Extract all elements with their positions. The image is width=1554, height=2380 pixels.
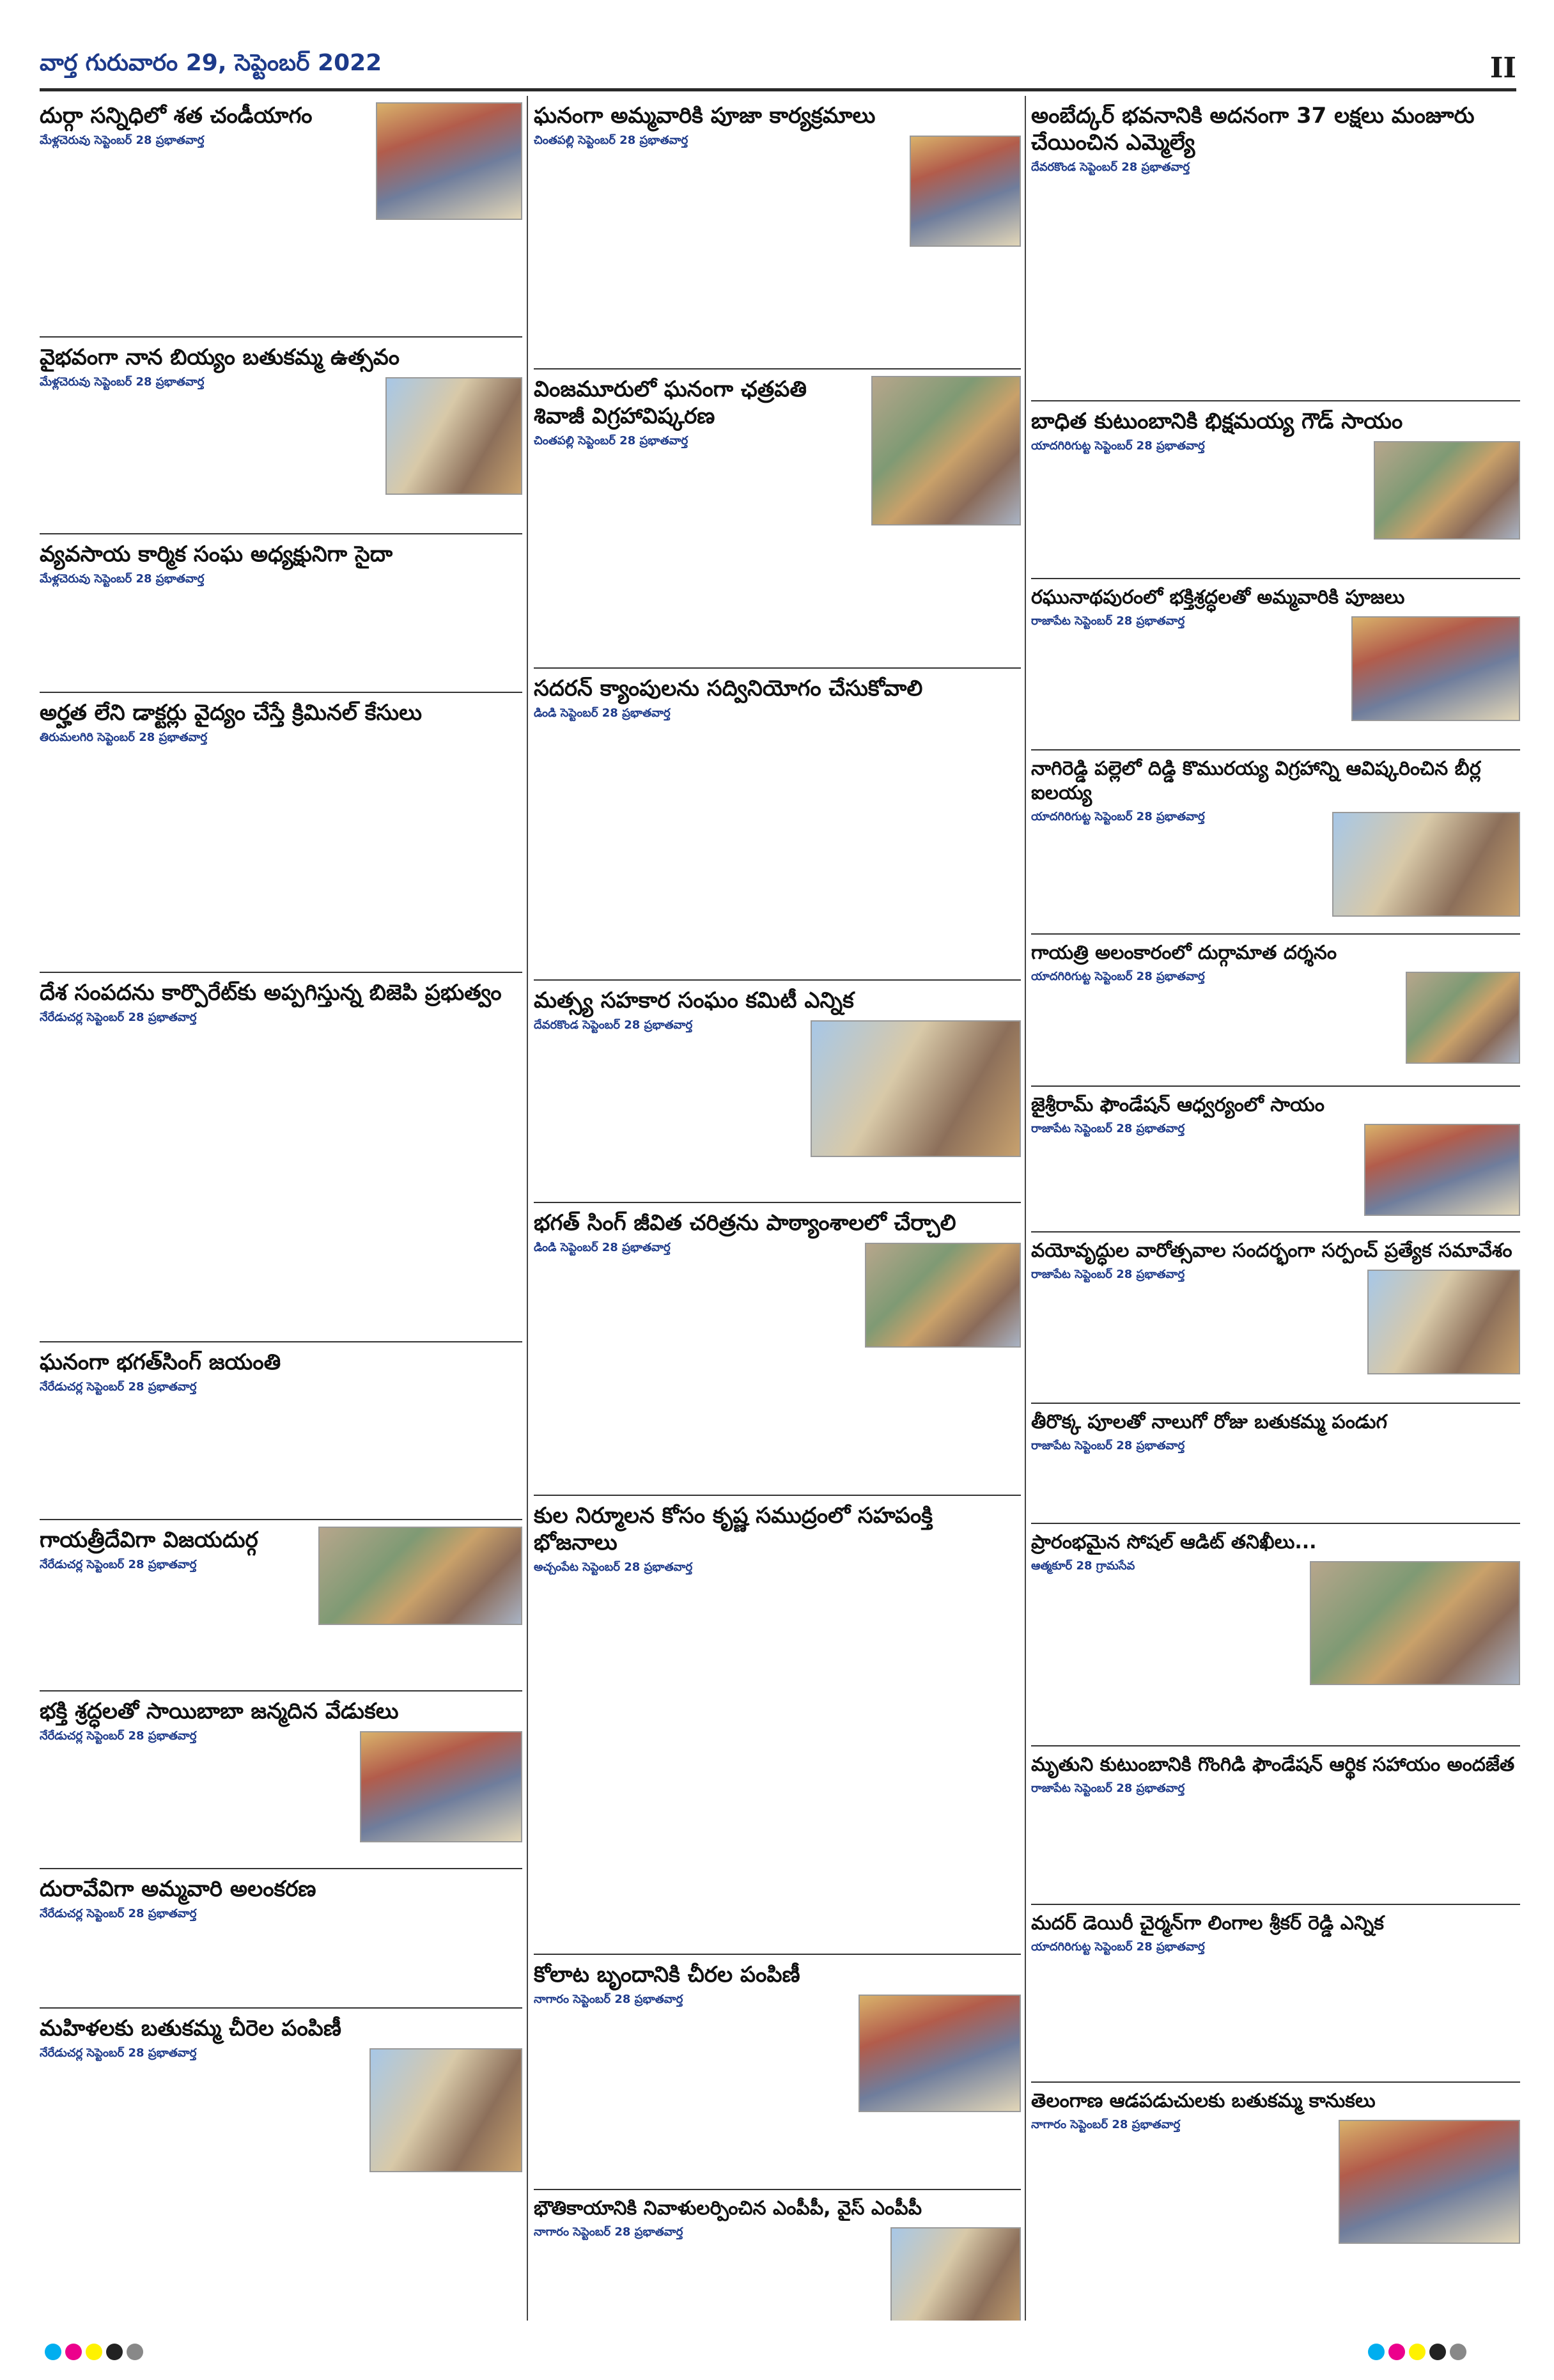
black-dot-icon — [106, 2344, 123, 2360]
article-photo — [376, 102, 522, 220]
article-dateline: మేళ్లచెరువు సెప్టెంబర్ 28 ప్రభాతవార్త — [40, 134, 205, 147]
article-dateline: దేవరకొండ సెప్టెంబర్ 28 ప్రభాతవార్త — [534, 1018, 693, 1032]
article-headline: వింజమూరులో ఘనంగా ఛత్రపతి శివాజీ విగ్రహావిష్కరణ — [534, 377, 807, 429]
yellow-dot-icon — [1409, 2344, 1426, 2360]
article-headline: వయోవృద్ధుల వారోత్సవాల సందర్భంగా సర్పంచ్ ప్రత్యేక సమావేశం — [1031, 1240, 1512, 1262]
article-photo — [910, 136, 1021, 247]
black-dot-icon — [1429, 2344, 1446, 2360]
article — [534, 369, 1021, 669]
article — [40, 534, 522, 693]
article-dateline: యాదగిరిగుట్ట సెప్టెంబర్ 28 ప్రభాతవార్త — [1031, 970, 1205, 983]
article-dateline: నేరేడుచర్ల సెప్టెంబర్ 28 ప్రభాతవార్త — [40, 2046, 197, 2060]
masthead — [40, 38, 1516, 91]
article — [1031, 1905, 1520, 2083]
article — [40, 1342, 522, 1520]
grey-dot-icon — [1450, 2344, 1466, 2360]
article-headline: దేశ సంపదను కార్పొరేట్‌కు అప్పగిస్తున్న బిజెపి ప్రభుత్వం — [40, 980, 502, 1006]
article — [40, 2009, 522, 2230]
article-headline: భక్తి శ్రద్ధలతో సాయిబాబా జన్మదిన వేడుకలు — [40, 1699, 399, 1724]
article-dateline: మేళ్లచెరువు సెప్టెంబర్ 28 ప్రభాతవార్త — [40, 375, 205, 389]
article-photo — [1339, 2120, 1520, 2244]
article-photo — [890, 2227, 1021, 2321]
article-headline: రఘునాథపురంలో భక్తిశ్రద్ధలతో అమ్మవారికి పూజలు — [1031, 586, 1405, 609]
article-dateline: యాదగిరిగుట్ట సెప్టెంబర్ 28 ప్రభాతవార్త — [1031, 439, 1205, 453]
article — [534, 1955, 1021, 2190]
article-photo — [1367, 1270, 1520, 1374]
article-headline: అర్హత లేని డాక్టర్లు వైద్యం చేస్తే క్రిమినల్ కేసులు — [40, 700, 423, 726]
article-headline: తీరొక్క పూలతో నాలుగో రోజు బతుకమ్మ పండుగ — [1031, 1411, 1388, 1433]
grey-dot-icon — [127, 2344, 143, 2360]
article-dateline: రాజాపేట సెప్టెంబర్ 28 ప్రభాతవార్త — [1031, 1268, 1185, 1281]
article-headline: అంబేద్కర్ భవనానికి అదనంగా 37 లక్షలు మంజూరు చేయించిన ఎమ్మెల్యే — [1031, 103, 1475, 155]
article-dateline: రాజాపేట సెప్టెంబర్ 28 ప్రభాతవార్త — [1031, 1782, 1185, 1795]
article-dateline: నాగారం సెప్టెంబర్ 28 ప్రభాతవార్త — [1031, 2118, 1181, 2131]
article — [534, 669, 1021, 981]
article — [534, 96, 1021, 369]
article — [1031, 401, 1520, 579]
article-dateline: తిరుమలగిరి సెప్టెంబర్ 28 ప్రభాతవార్త — [40, 731, 208, 744]
article-headline: ప్రారంభమైన సోషల్ ఆడిట్ తనిఖీలు... — [1031, 1531, 1317, 1553]
article-dateline: అచ్చంపేట సెప్టెంబర్ 28 ప్రభాతవార్త — [534, 1560, 693, 1574]
article-headline: గాయత్రీదేవిగా విజయదుర్గ — [40, 1527, 258, 1553]
article-dateline: నేరేడుచర్ల సెప్టెంబర్ 28 ప్రభాతవార్త — [40, 1729, 197, 1743]
article-headline: తెలంగాణ ఆడపడుచులకు బతుకమ్మ కానుకలు — [1031, 2090, 1376, 2112]
article-headline: దుర్గా సన్నిధిలో శత చండీయాగం — [40, 103, 313, 128]
article-dateline: యాదగిరిగుట్ట సెప్టెంబర్ 28 ప్రభాతవార్త — [1031, 1940, 1205, 1954]
article-dateline: రాజాపేట సెప్టెంబర్ 28 ప్రభాతవార్త — [1031, 1439, 1185, 1452]
article-photo — [859, 1995, 1021, 2112]
article — [1031, 935, 1520, 1087]
article-photo — [1332, 812, 1520, 917]
article-dateline: మేళ్లచెరువు సెప్టెంబర్ 28 ప్రభాతవార్త — [40, 572, 205, 586]
article-headline: మహిళలకు బతుకమ్మ చీరెల పంపిణీ — [40, 2016, 341, 2041]
article-headline: కోలాట బృందానికి చీరల పంపిణీ — [534, 1962, 800, 1987]
article-headline: మత్స్య సహకార సంఘం కమిటీ ఎన్నిక — [534, 988, 854, 1013]
article — [40, 693, 522, 973]
article-dateline: చింతపల్లి సెప్టెంబర్ 28 ప్రభాతవార్త — [534, 134, 688, 147]
magenta-dot-icon — [65, 2344, 82, 2360]
page-number: II — [1489, 52, 1516, 84]
article-dateline: రాజాపేట సెప్టెంబర్ 28 ప్రభాతవార్త — [1031, 1122, 1185, 1135]
article-dateline: రాజాపేట సెప్టెంబర్ 28 ప్రభాతవార్త — [1031, 614, 1185, 628]
article — [40, 1520, 522, 1692]
article-headline: సదరన్ క్యాంపులను సద్వినియోగం చేసుకోవాలి — [534, 676, 923, 701]
article — [40, 1869, 522, 2009]
article-headline: దురావేవిగా అమ్మవారి అలంకరణ — [40, 1876, 316, 1902]
registration-marks-left — [45, 2344, 143, 2360]
article-photo — [360, 1731, 522, 1842]
cyan-dot-icon — [1368, 2344, 1385, 2360]
column-3 — [1031, 96, 1520, 2321]
article-photo — [811, 1020, 1021, 1157]
article-photo — [1374, 441, 1520, 540]
column-1 — [40, 96, 522, 2321]
article — [1031, 1233, 1520, 1404]
article-photo — [318, 1527, 522, 1625]
article-dateline: నేరేడుచర్ల సెప్టెంబర్ 28 ప్రభాతవార్త — [40, 1380, 197, 1394]
article-headline: భౌతికాయానికి నివాళులర్పించిన ఎంపీపీ, వైస్ ఎంపీపీ — [534, 2197, 922, 2220]
article-dateline: నేరేడుచర్ల సెప్టెంబర్ 28 ప్రభాతవార్త — [40, 1558, 197, 1571]
article — [40, 973, 522, 1342]
column-divider — [1025, 96, 1026, 2321]
article-headline: వైభవంగా నాన బియ్యం బతుకమ్మ ఉత్సవం — [40, 345, 400, 370]
cyan-dot-icon — [45, 2344, 61, 2360]
article-headline: ఘనంగా అమ్మవారికి పూజా కార్యక్రమాలు — [534, 103, 876, 128]
article-dateline: ఆత్మకూర్ 28 గ్రామసేవ — [1031, 1559, 1135, 1573]
article-dateline: నేరేడుచర్ల సెప్టెంబర్ 28 ప్రభాతవార్త — [40, 1907, 197, 1920]
article-dateline: చింతపల్లి సెప్టెంబర్ 28 ప్రభాతవార్త — [534, 434, 688, 447]
article-photo — [1406, 972, 1520, 1064]
article — [1031, 1087, 1520, 1233]
article-headline: నాగిరెడ్డి పల్లెలో దిడ్డి కొమురయ్య విగ్రహాన్ని ఆవిష్కరించిన బీర్ల ఐలయ్య — [1031, 758, 1481, 804]
yellow-dot-icon — [86, 2344, 102, 2360]
article — [534, 981, 1021, 1203]
article — [1031, 751, 1520, 935]
article — [534, 2190, 1021, 2321]
column-divider — [527, 96, 528, 2321]
article-headline: మృతుని కుటుంబానికి గొంగిడి ఫౌండేషన్ ఆర్థిక సహాయం అందజేత — [1031, 1754, 1515, 1776]
column-2 — [534, 96, 1021, 2321]
article-headline: వ్యవసాయ కార్మిక సంఘ అధ్యక్షునిగా సైదా — [40, 541, 393, 567]
article — [40, 1692, 522, 1869]
article-dateline: డిండి సెప్టెంబర్ 28 ప్రభాతవార్త — [534, 1241, 671, 1254]
article-photo — [865, 1243, 1021, 1348]
article-headline: కుల నిర్మూలన కోసం కృష్ణ సముద్రంలో సహపంక్తి భోజనాలు — [534, 1503, 933, 1555]
article-dateline: నేరేడుచర్ల సెప్టెంబర్ 28 ప్రభాతవార్త — [40, 1011, 197, 1024]
article — [40, 96, 522, 338]
article-dateline: యాదగిరిగుట్ట సెప్టెంబర్ 28 ప్రభాతవార్త — [1031, 810, 1205, 823]
article-photo — [1364, 1124, 1520, 1216]
magenta-dot-icon — [1388, 2344, 1405, 2360]
article-dateline: నాగారం సెప్టెంబర్ 28 ప్రభాతవార్త — [534, 2225, 683, 2239]
article — [534, 1203, 1021, 1496]
article-dateline: డిండి సెప్టెంబర్ 28 ప్రభాతవార్త — [534, 706, 671, 720]
article-photo — [1351, 616, 1520, 721]
article — [1031, 1746, 1520, 1905]
article — [40, 338, 522, 534]
article-photo — [385, 377, 522, 495]
article-dateline: నాగారం సెప్టెంబర్ 28 ప్రభాతవార్త — [534, 1993, 683, 2006]
registration-marks-right — [1368, 2344, 1466, 2360]
article-photo — [369, 2048, 522, 2172]
article-headline: బాధిత కుటుంబానికి భిక్షమయ్య గౌడ్ సాయం — [1031, 408, 1403, 434]
article-headline: జైశ్రీరామ్ ఫౌండేషన్ ఆధ్వర్యంలో సాయం — [1031, 1094, 1325, 1116]
article — [1031, 1524, 1520, 1746]
article-headline: ఘనంగా భగత్‌సింగ్ జయంతి — [40, 1349, 281, 1375]
article — [534, 1496, 1021, 1955]
article — [1031, 579, 1520, 751]
masthead-date: వార్త గురువారం 29, సెప్టెంబర్ 2022 — [40, 50, 382, 76]
article-dateline: దేవరకొండ సెప్టెంబర్ 28 ప్రభాతవార్త — [1031, 160, 1190, 174]
article-headline: గాయత్రి అలంకారంలో దుర్గామాత దర్శనం — [1031, 942, 1337, 964]
article — [1031, 2083, 1520, 2285]
article-photo — [871, 376, 1021, 525]
article-headline: భగత్ సింగ్ జీవిత చరిత్రను పాఠ్యాంశాలలో చేర్చాలి — [534, 1210, 956, 1236]
article — [1031, 1404, 1520, 1524]
article — [1031, 96, 1520, 401]
article-photo — [1310, 1561, 1520, 1685]
article-headline: మదర్ డెయిరీ చైర్మన్‌గా లింగాల శ్రీకర్ రెడ్డి ఎన్నిక — [1031, 1912, 1384, 1934]
